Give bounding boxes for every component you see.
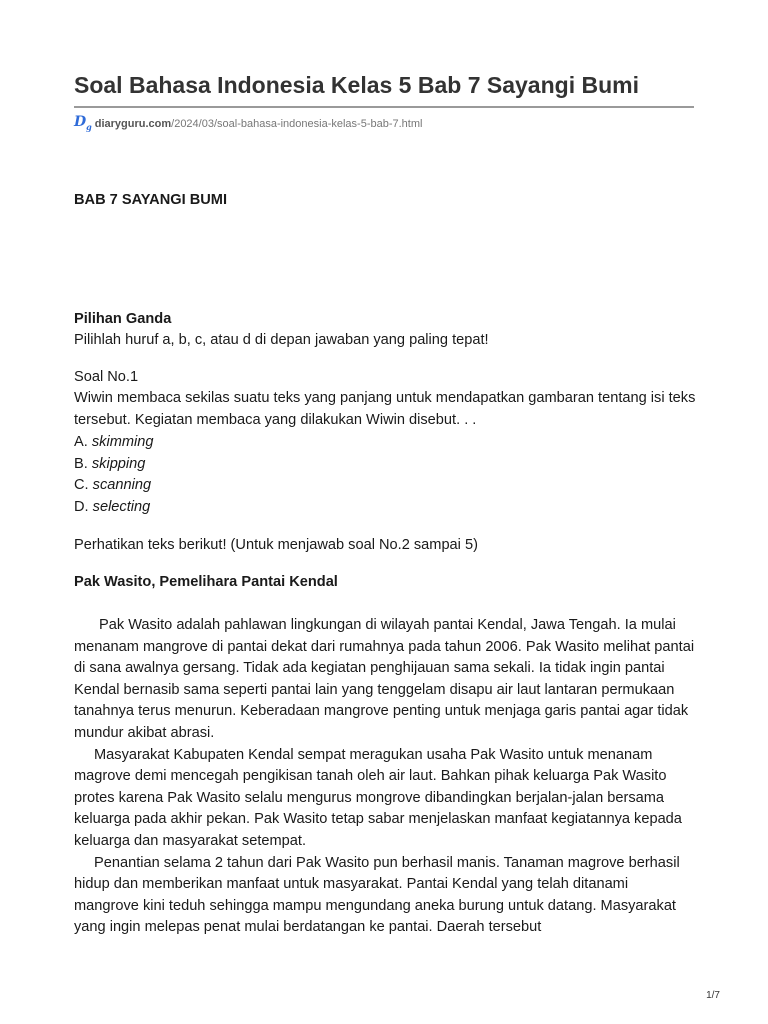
story-paragraph: Pak Wasito adalah pahlawan lingkungan di wilayah pantai Kendal, Jawa Tengah. Ia mulai menanam mangrove di pantai dekat dari rumahnya pada tahun 2006. Pak Wasito melihat pantai di sana awalnya gersang. Tidak ada kegiatan penghijauan sama sekali. Ia tidak ingin pantai Kendal bernasib sama seperti pantai lain yang tenggelam disapu air laut lantaran permukaan tanahnya terus menurun. Keberadaan mangrove penting untuk menjaga garis pantai agar tidak mundur akibat abrasi. bbox=[74, 617, 695, 741]
answer-option: B. skipping bbox=[74, 455, 146, 472]
section-heading: Pilihan Ganda bbox=[74, 311, 172, 327]
source-path[interactable]: /2024/03/soal-bahasa-indonesia-kelas-5-bab-7.html bbox=[171, 118, 423, 130]
answer-options bbox=[74, 432, 153, 518]
question-label: Soal No.1 bbox=[74, 369, 139, 385]
answer-option: A. skimming bbox=[74, 434, 154, 450]
story-text bbox=[74, 615, 696, 939]
answer-option: C. scanning bbox=[74, 477, 152, 494]
chapter-heading: BAB 7 SAYANGI BUMI bbox=[74, 192, 227, 208]
story-paragraph: Masyarakat Kabupaten Kendal sempat meragukan usaha Pak Wasito untuk menanam magrove demi mencegah pengikisan tanah oleh air laut. Bahkan pihak keluarga Pak Wasito protes karena Pak Wasito selalu mengurus mongrove dibandingkan berjalan-jalan bersama keluarga pada akhir pekan. Pak Wasito tetap sabar menjelaskan manfaat kegiatannya kepada keluarga dan masyarakat setempat. bbox=[74, 746, 682, 849]
title-divider bbox=[74, 106, 694, 108]
answer-option: D. selecting bbox=[74, 498, 151, 515]
document-header bbox=[74, 68, 696, 132]
diaryguru-logo-icon: $D_g$ bbox=[74, 114, 92, 132]
source-link[interactable] bbox=[74, 116, 696, 132]
question-text: Wiwin membaca sekilas suatu teks yang panjang untuk mendapatkan gambaran tentang isi teks tersebut. Kegiatan membaca yang dilakukan Wiwin disebut. . . bbox=[74, 390, 696, 428]
reading-prompt: Perhatikan teks berikut! (Untuk menjawab soal No.2 sampai 5) bbox=[74, 537, 478, 553]
instruction-text: Pilihlah huruf a, b, c, atau d di depan jawaban yang paling tepat! bbox=[74, 332, 489, 348]
page-number: 1/7 bbox=[706, 990, 720, 1001]
source-domain[interactable]: diaryguru.com bbox=[94, 118, 172, 130]
story-paragraph: Penantian selama 2 tahun dari Pak Wasito pun berhasil manis. Tanaman magrove berhasil hidup dan memberikan manfaat untuk masyarakat. Pantai Kendal yang telah ditanami mangrove kini teduh sehingga mampu mengundang aneka burung untuk datang. Masyarakat yang ingin melepas penat mulai berdatangan ke pantai. Daerah tersebut bbox=[74, 854, 680, 936]
document-title: Soal Bahasa Indonesia Kelas 5 Bab 7 Sayangi Bumi bbox=[74, 72, 639, 98]
story-title: Pak Wasito, Pemelihara Pantai Kendal bbox=[74, 574, 338, 590]
